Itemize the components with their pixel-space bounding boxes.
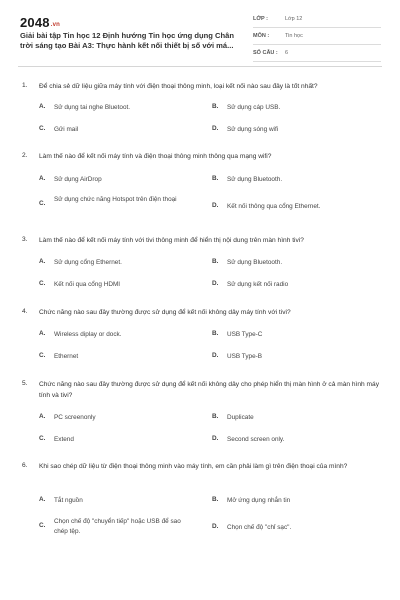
option-letter: D. — [212, 202, 219, 209]
option-text: Sử dụng chức năng Hotspot trên điện thoại — [54, 196, 177, 203]
question-number: 6. — [22, 462, 28, 469]
option-text: Sử dụng Bluetooth. — [227, 176, 283, 183]
option-text: Duplicate — [227, 414, 254, 421]
question-number: 2. — [22, 152, 28, 159]
meta-label: SỐ CÂU : — [253, 50, 278, 56]
option-text: PC screenonly — [54, 414, 96, 421]
option-text: Ethernet — [54, 353, 79, 360]
question-number: 1. — [22, 82, 28, 89]
option-letter: A. — [39, 330, 46, 337]
option-letter: D. — [212, 435, 219, 442]
option-letter: B. — [212, 258, 219, 265]
option-text: Extend — [54, 436, 74, 443]
document-header — [0, 0, 400, 66]
option-letter: B. — [212, 175, 219, 182]
option-letter: D. — [212, 280, 219, 287]
option-text: Kết nối qua cổng HDMI — [54, 281, 121, 288]
option-letter: A. — [39, 175, 46, 182]
document-meta — [253, 14, 381, 65]
option-text: Gửi mail — [54, 126, 79, 133]
meta-label: LỚP : — [253, 16, 268, 22]
question-text: Để chia sẻ dữ liệu giữa máy tính với điện thoại thông minh, loại kết nối nào sau đây là tốt nhất? — [39, 83, 318, 90]
option-text: Sử dụng tai nghe Bluetoot. — [54, 104, 131, 111]
question-text: Khi sao chép dữ liệu từ điện thoại thông minh vào máy tính, em cần phải làm gì trên điện thoại của mình? — [39, 463, 348, 470]
question-number: 3. — [22, 236, 28, 243]
option-letter: B. — [212, 413, 219, 420]
header-divider — [18, 66, 382, 67]
question-text: Chức năng nào sau đây thường được sử dụng để kết nối không dây máy tính với tivi? — [39, 309, 291, 316]
question-text: Làm thế nào để kết nối máy tính với tivi thông minh để hiển thị nội dung trên màn hình tivi? — [39, 237, 304, 244]
option-letter: B. — [212, 103, 219, 110]
option-letter: B. — [212, 496, 219, 503]
option-letter: A. — [39, 258, 46, 265]
option-text: Sử dụng cổng Ethernet. — [54, 259, 122, 266]
option-text: Second screen only. — [227, 436, 285, 443]
meta-value: 6 — [285, 50, 289, 56]
logo-suffix: .vn — [50, 22, 61, 28]
option-text: Sử dụng kết nối radio — [227, 281, 289, 288]
option-text: Chọn chế độ "chỉ sạc". — [227, 524, 292, 531]
meta-value: Tin học — [285, 33, 303, 39]
question-number: 5. — [22, 380, 28, 387]
question-text: Làm thế nào để kết nối máy tính và điện thoại thông minh thông qua mạng wifi? — [39, 153, 272, 160]
meta-value: Lớp 12 — [285, 16, 303, 22]
option-letter: C. — [39, 352, 46, 359]
question-number: 4. — [22, 308, 28, 315]
meta-row-subject — [253, 31, 381, 45]
document-title: Giải bài tập Tin học 12 Định hướng Tin học ứng dụng Chân trời sáng tạo Bài A3: Thực hành kết nối thiết bị số với má... — [20, 31, 234, 50]
option-text: Sử dụng cáp USB. — [227, 104, 281, 111]
option-letter: A. — [39, 413, 46, 420]
option-text: USB Type-B — [227, 353, 263, 360]
option-text: Sử dụng Bluetooth. — [227, 259, 283, 266]
logo-text: 2048 — [20, 15, 50, 30]
option-letter: C. — [39, 125, 46, 132]
question-text: Chức năng nào sau đây thường được sử dụng để kết nối không dây cho phép hiển thị màn hình ở cả màn hình máy tính và tivi? — [39, 381, 380, 399]
option-letter: C. — [39, 200, 46, 207]
option-text: Mở ứng dụng nhắn tin — [227, 497, 291, 504]
meta-label: MÔN : — [253, 33, 270, 39]
option-text: Sử dụng AirDrop — [54, 176, 102, 183]
option-text: Wireless diplay or dock. — [54, 331, 122, 338]
option-text: Kết nối thông qua cổng Ethernet. — [227, 203, 321, 210]
option-letter: C. — [39, 435, 46, 442]
option-letter: C. — [39, 522, 46, 529]
option-letter: D. — [212, 352, 219, 359]
option-letter: A. — [39, 496, 46, 503]
option-text: Chọn chế độ "chuyển tiếp" hoặc USB để sao chép tệp. — [54, 518, 181, 535]
option-text: Tắt nguồn — [54, 497, 83, 504]
site-logo[interactable] — [20, 15, 60, 30]
option-letter: B. — [212, 330, 219, 337]
option-letter: D. — [212, 523, 219, 530]
meta-row-class — [253, 14, 381, 28]
option-text: USB Type-C — [227, 331, 263, 338]
option-letter: A. — [39, 103, 46, 110]
option-letter: D. — [212, 125, 219, 132]
option-letter: C. — [39, 280, 46, 287]
meta-row-question-count — [253, 48, 381, 62]
option-text: Sử dụng sóng wifi — [227, 126, 279, 133]
